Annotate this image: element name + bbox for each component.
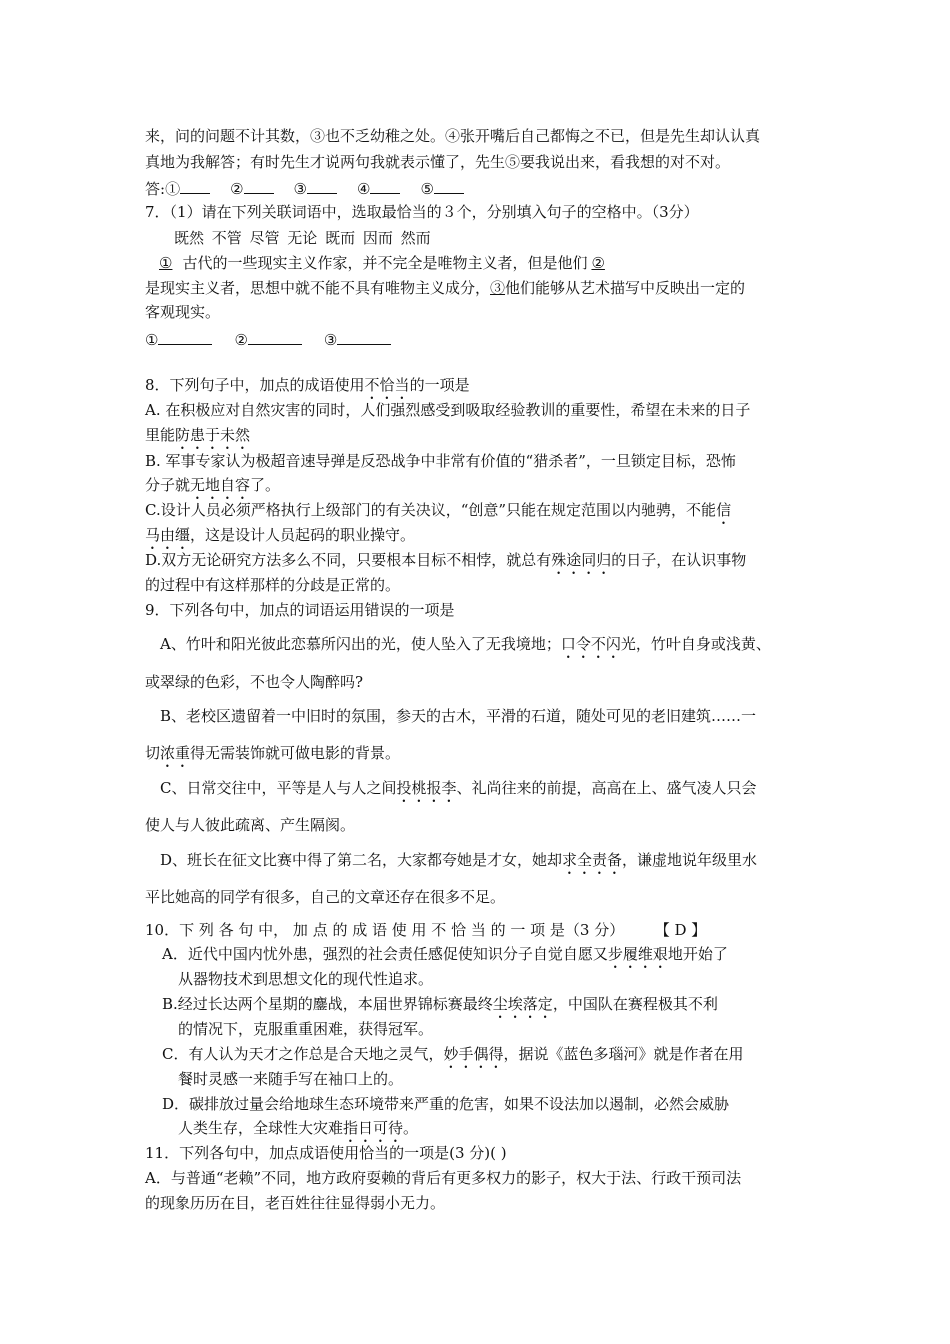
q10-d-text-end: 。 bbox=[403, 1119, 419, 1137]
q7-word-bank: 既然 不管 尽管 无论 既而 因而 然而 bbox=[174, 229, 431, 247]
q7-sentence-line-2 bbox=[145, 278, 745, 298]
q9-stem: 9．下列各句中，加点的词语运用错误的一项是 bbox=[145, 601, 455, 619]
q7-text-3: 他们能够从艺术描写中反映出一定的 bbox=[505, 279, 746, 297]
q7-text-1: 古代的一些现实主义作家，并不完全是唯物主义者，但是他们 bbox=[182, 254, 588, 272]
q9-option-b-line-2 bbox=[145, 743, 400, 771]
q9-option-b-line-1: B、老校区遗留着一中旧时的氛围，参天的古木，平滑的石道，随处可见的老旧建筑……一 bbox=[160, 707, 757, 725]
q11-option-a-line-2: 的现象历历在目，老百姓往往显得弱小无力。 bbox=[145, 1194, 446, 1212]
q10-option-d-line-1: D．碳排放过量会给地球生态环境带来严重的危害，如果不设法加以遏制，必然会威胁 bbox=[162, 1095, 730, 1113]
q10-option-c-line-1 bbox=[162, 1044, 744, 1072]
q9-b-text: 切 bbox=[145, 744, 161, 762]
q10-d-idiom: 指日可待 bbox=[343, 1119, 404, 1137]
q10-option-b-line-2: 的情况下，克服重重困难，获得冠军。 bbox=[178, 1020, 434, 1038]
q9-option-d-line-2: 平比她高的同学有很多，自己的文章还存在很多不足。 bbox=[145, 888, 506, 906]
q8-option-a-line-2 bbox=[145, 425, 250, 453]
q8-b-text: 分子就 bbox=[145, 476, 191, 494]
answer-blank-1[interactable] bbox=[180, 177, 210, 194]
q11-option-a-line-1: A．与普通“老赖”不同，地方政府耍赖的背后有更多权力的影子，权大于法、行政干预司法 bbox=[145, 1169, 742, 1187]
q8-c-text: C.设计人员必须严格执行上级部门的有关决议，“创意”只能在规定范围以内驰骋，不能 bbox=[145, 501, 717, 519]
q10-answer-bracket: 【 D 】 bbox=[662, 921, 707, 939]
answer-label: 答: bbox=[145, 180, 166, 198]
answer-mark-1: ① bbox=[165, 180, 181, 198]
q9-c-text-end: 、礼尚往来的前提，高高在上、盛气凌人只会 bbox=[456, 779, 757, 797]
q9-b-word: 浓重 bbox=[160, 744, 191, 762]
q9-option-a-line-1 bbox=[160, 634, 771, 662]
q7-stem: 7．（1）请在下列关联词语中，选取最恰当的３个，分别填入句子的空格中。（3分） bbox=[145, 203, 699, 221]
answer-blank-2[interactable] bbox=[244, 177, 274, 194]
q8-option-c-line-1 bbox=[145, 500, 731, 528]
q7-answer-blank-2[interactable] bbox=[248, 328, 302, 345]
q8-stem-text: 8．下列句子中，加点的成语使用 bbox=[145, 376, 365, 394]
answer-mark-4: ④ bbox=[356, 180, 371, 198]
q10-stem bbox=[145, 920, 706, 940]
q10-b-idiom: 尘埃落定 bbox=[492, 995, 553, 1013]
q8-c-text-end: ，这是设计人员起码的职业操守。 bbox=[190, 526, 416, 544]
q9-option-c-line-2: 使人与人彼此疏离、产生隔阂。 bbox=[145, 816, 356, 834]
q9-option-a-line-2: 或翠绿的色彩，不也令人陶醉吗? bbox=[145, 673, 364, 691]
q7-sentence-line-3: 客观现实。 bbox=[145, 303, 221, 321]
q7-answer-mark-3: ③ bbox=[323, 331, 338, 349]
q7-blank-3: ③ bbox=[490, 279, 506, 297]
q10-a-text: A．近代中国内忧外患，强烈的社会责任感促使知识分子自觉自愿又 bbox=[162, 945, 608, 963]
q8-option-b-line-1: B. 军事专家认为极超音速导弹是反恐战争中非常有价值的“猎杀者”，一旦锁定目标，恐怖 bbox=[145, 452, 736, 470]
answer-mark-3: ③ bbox=[293, 180, 307, 198]
answer-blank-5[interactable] bbox=[434, 177, 464, 194]
q8-c-idiom-start: 信 bbox=[716, 501, 732, 519]
q8-d-text: D.双方无论研究方法多么不同，只要根本目标不相悖，就总有 bbox=[145, 551, 552, 569]
q7-blank-1: ① bbox=[159, 254, 173, 272]
q9-a-text: A、竹叶和阳光彼此恋慕所闪出的光，使人坠入了无我境地； bbox=[160, 635, 561, 653]
answer-blank-4[interactable] bbox=[370, 177, 400, 194]
q9-a-text-end: 光，竹叶自身或浅黄、 bbox=[620, 635, 771, 653]
q10-d-text: 人类生存，全球性大灾难 bbox=[178, 1119, 344, 1137]
q8-stem-text-end: 的一项是 bbox=[409, 376, 470, 394]
q10-option-d-line-2 bbox=[178, 1118, 418, 1146]
q8-d-idiom: 殊途同归 bbox=[551, 551, 612, 569]
q10-option-b-line-1 bbox=[162, 994, 718, 1022]
q10-b-text: B.经过长达两个星期的鏖战，本届世界锦标赛最终 bbox=[162, 995, 493, 1013]
q7-answer-row bbox=[145, 328, 391, 350]
q7-answer-blank-3[interactable] bbox=[337, 328, 391, 345]
q8-a-idiom: 防患于未然 bbox=[175, 426, 251, 444]
q11-stem: 11．下列各句中，加点成语使用恰当的一项是(3 分)( ) bbox=[145, 1144, 507, 1162]
q10-a-idiom: 步履维艰 bbox=[607, 945, 668, 963]
q8-b-text-end: 了。 bbox=[250, 476, 281, 494]
q8-option-d-line-1 bbox=[145, 550, 746, 578]
q10-option-c-line-2: 餐时灵感一来随手写在袖口上的。 bbox=[178, 1070, 404, 1088]
q7-sentence-line-1 bbox=[145, 253, 611, 273]
q9-c-idiom: 投桃报李 bbox=[396, 779, 457, 797]
q8-b-idiom: 无地自容 bbox=[190, 476, 251, 494]
q7-answer-mark-2: ② bbox=[234, 331, 248, 349]
answer-mark-2: ② bbox=[230, 180, 244, 198]
q8-option-a-line-1: A. 在积极应对自然灾害的同时，人们强烈感受到吸取经验教训的重要性，希望在未来的日子 bbox=[145, 401, 751, 419]
q9-b-text-end: 得无需装饰就可做电影的背景。 bbox=[190, 744, 401, 762]
q8-stem-emphasis: 不恰当 bbox=[364, 376, 410, 394]
q7-answer-blank-1[interactable] bbox=[158, 328, 212, 345]
q6-line-2: 真地为我解答；有时先生才说两句我就表示懂了，先生⑤要我说出来，看我想的对不对。 bbox=[145, 153, 731, 171]
q8-option-d-line-2: 的过程中有这样那样的分歧是正常的。 bbox=[145, 576, 401, 594]
q10-option-a-line-2: 从器物技术到思想文化的现代性追求。 bbox=[178, 970, 434, 988]
q9-option-d-line-1 bbox=[160, 850, 757, 878]
q10-option-a-line-1 bbox=[162, 944, 728, 972]
q10-a-text-end: 地开始了 bbox=[667, 945, 728, 963]
q8-a-text: 里能 bbox=[145, 426, 176, 444]
q8-option-b-line-2 bbox=[145, 475, 280, 503]
q8-d-text-end: 的日子，在认识事物 bbox=[611, 551, 747, 569]
q9-option-c-line-1 bbox=[160, 778, 757, 806]
q7-answer-mark-1: ① bbox=[145, 331, 159, 349]
q10-c-text-end: ，据说《蓝色多瑙河》就是作者在用 bbox=[503, 1045, 744, 1063]
q6-answer-row bbox=[145, 177, 464, 199]
q8-c-idiom-end: 马由缰 bbox=[145, 526, 191, 544]
q10-b-text-end: ，中国队在赛程极其不利 bbox=[552, 995, 718, 1013]
q9-c-text: C、日常交往中，平等是人与人之间 bbox=[160, 779, 397, 797]
q6-line-1: 来，问的问题不计其数，③也不乏幼稚之处。④张开嘴后自己都悔之不已，但是先生却认认真 bbox=[145, 127, 761, 145]
answer-blank-3[interactable] bbox=[307, 177, 337, 194]
q9-a-phrase: 口令不闪 bbox=[560, 635, 621, 653]
q10-c-text: C．有人认为天才之作总是合天地之灵气， bbox=[162, 1045, 444, 1063]
answer-mark-5: ⑤ bbox=[420, 180, 434, 198]
q9-d-text: D、班长在征文比赛中得了第二名，大家都夸她是才女，她却 bbox=[160, 851, 563, 869]
q9-d-idiom: 求全责备 bbox=[562, 851, 623, 869]
q10-c-idiom: 妙手偶得 bbox=[443, 1045, 504, 1063]
q10-stem-text: 10．下 列 各 句 中， 加 点 的 成 语 使 用 不 恰 当 的 一 项 是（3 分） bbox=[145, 921, 625, 939]
q7-blank-2: ② bbox=[591, 254, 605, 272]
q8-stem bbox=[145, 375, 470, 403]
q8-option-c-line-2 bbox=[145, 525, 415, 553]
q9-d-text-end: ，谦虚地说年级里水 bbox=[622, 851, 758, 869]
q7-text-2: 是现实主义者，思想中就不能不具有唯物主义成分， bbox=[145, 279, 491, 297]
